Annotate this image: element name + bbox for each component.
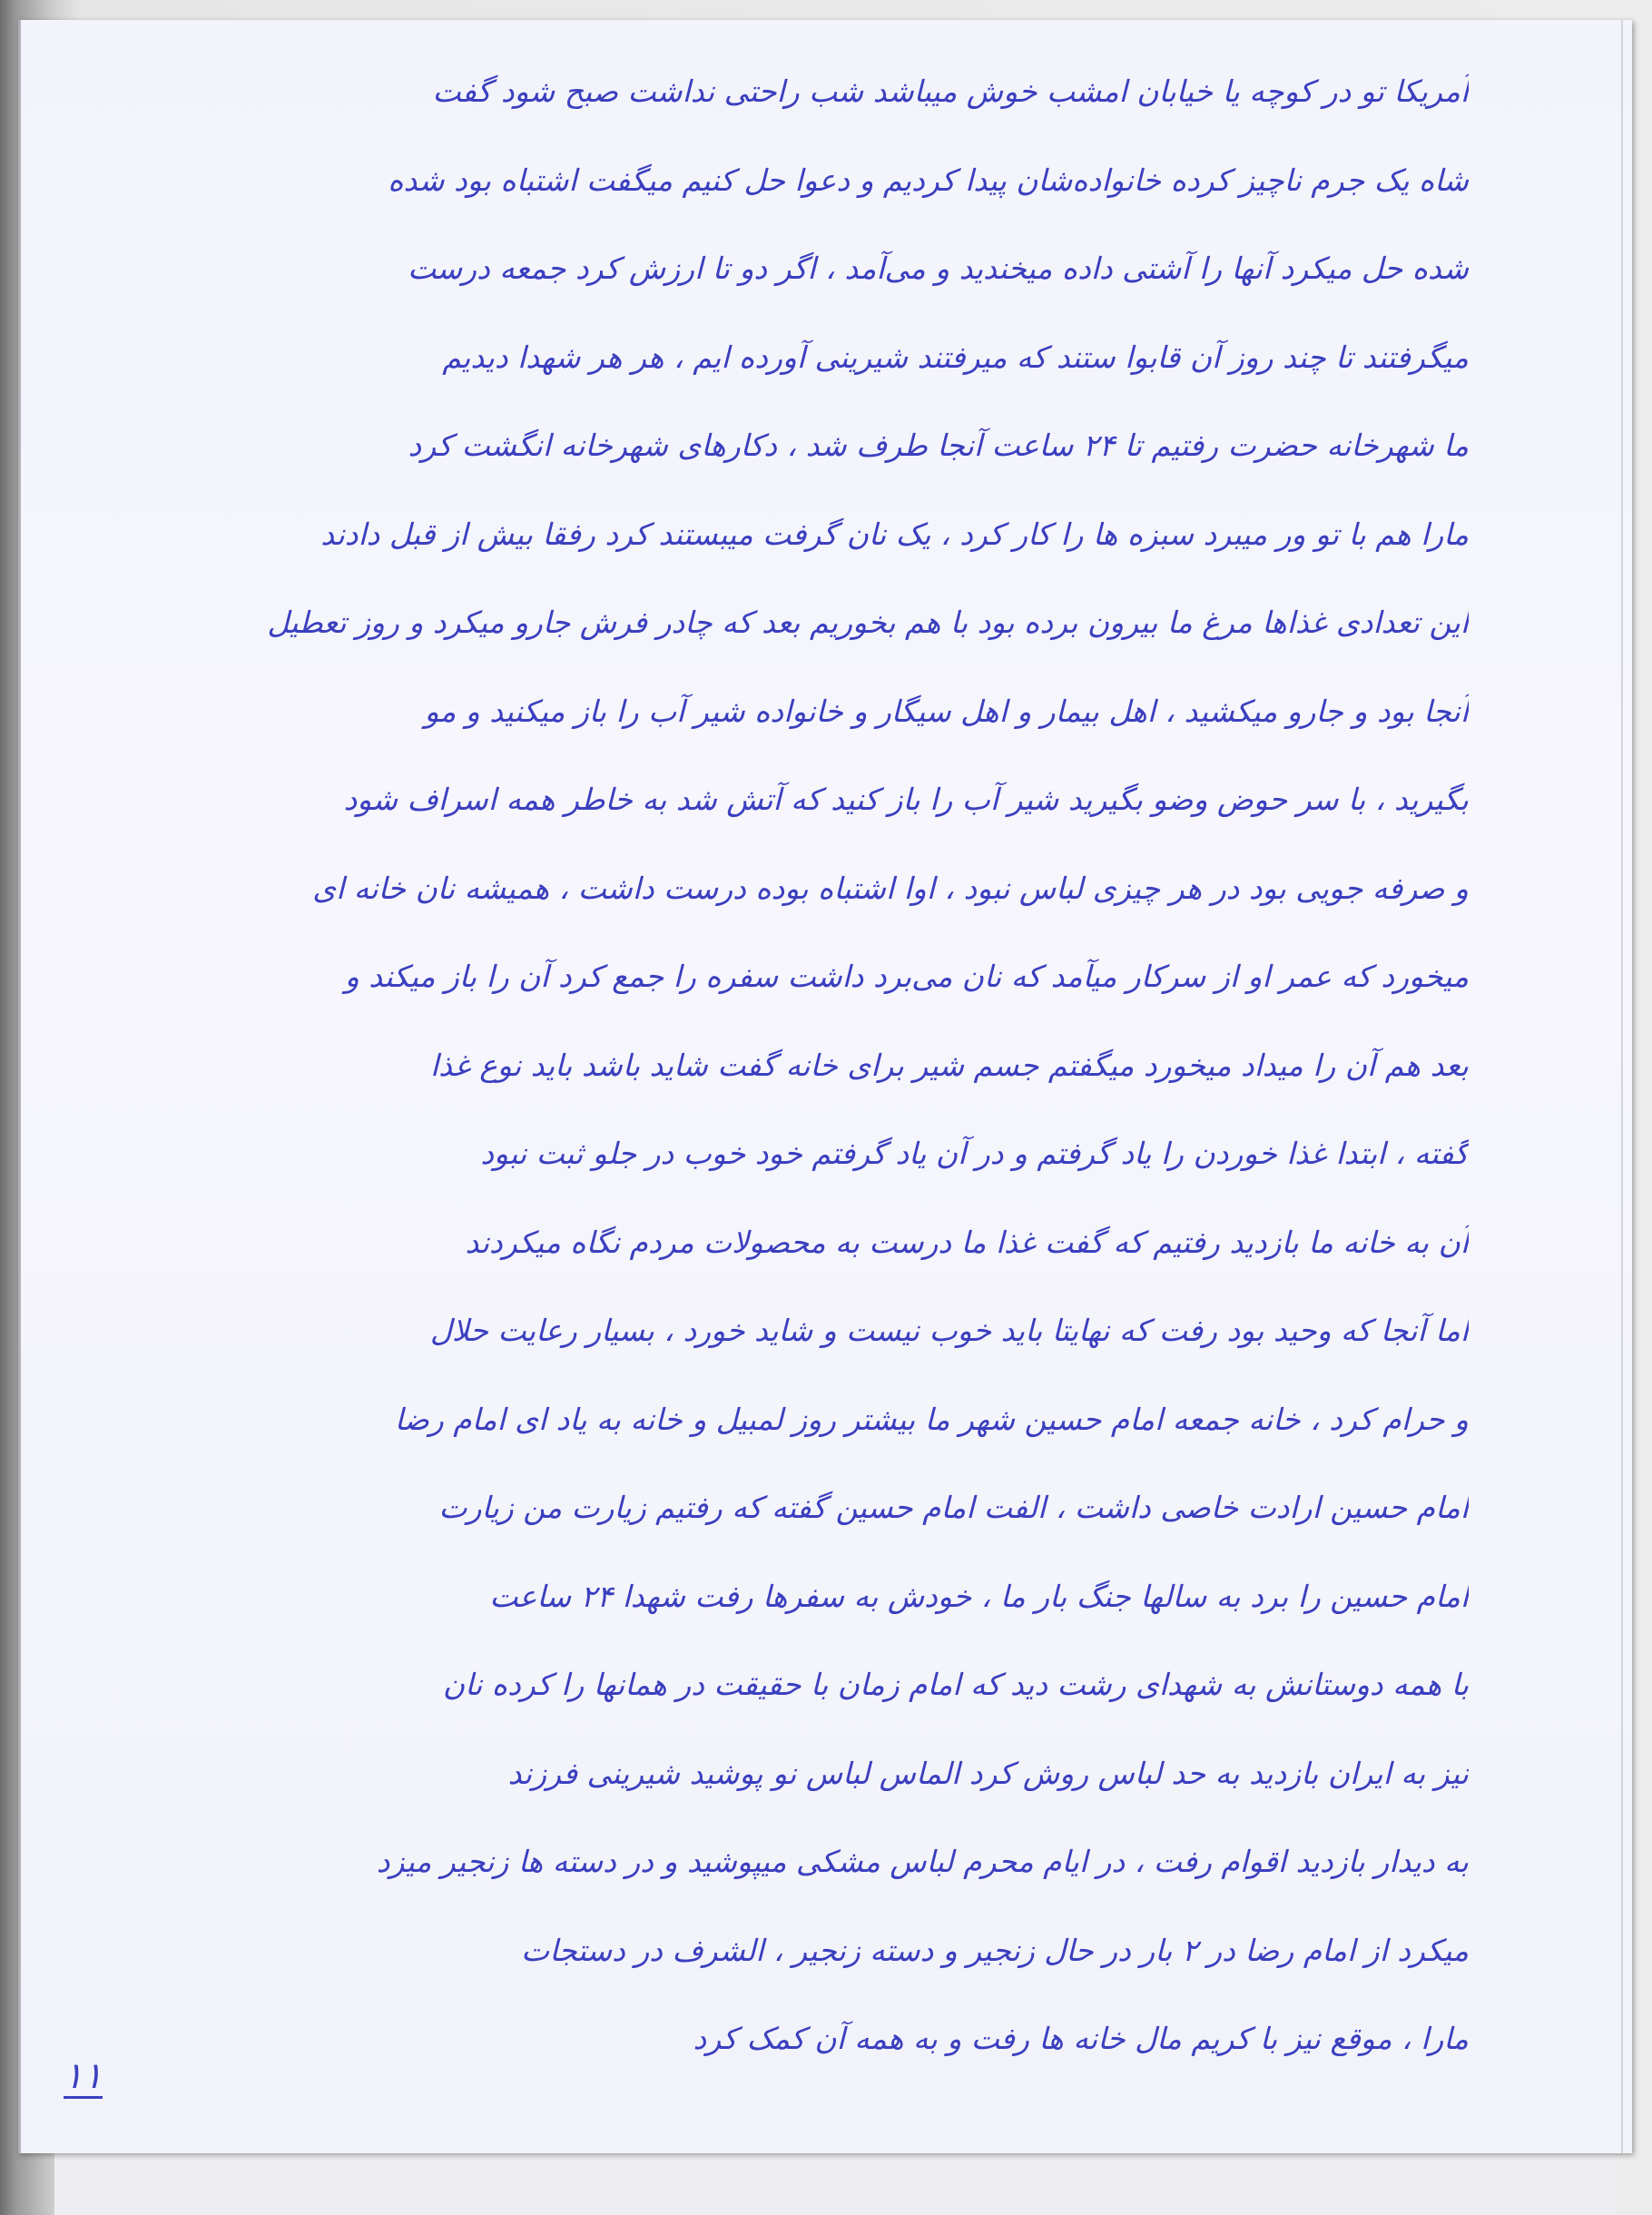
text-line-22: میکرد از امام رضا در ۲ بار در حال زنجیر و دسته زنجیر ، الشرف در دستجات xyxy=(521,1932,1469,1968)
text-line-10: و صرفه جویی بود در هر چیزی لباس نبود ، اوا اشتباه بوده درست داشت ، همیشه نان خانه ای xyxy=(312,870,1469,906)
text-line-19: با همه دوستانش به شهدای رشت دید که امام زمان با حقیقت در همانها را کرده نان xyxy=(442,1667,1469,1702)
text-line-14: آن به خانه ما بازدید رفتیم که گفت غذا ما درست به محصولات مردم نگاه میکردند xyxy=(465,1224,1469,1260)
text-line-4: میگرفتند تا چند روز آن قابوا ستند که میرفتند شیرینی آورده ایم ، هر هر شهدا دیدیم xyxy=(442,339,1469,375)
text-line-17: امام حسین ارادت خاصی داشت ، الفت امام حسین گفته که رفتیم زیارت من زیارت xyxy=(438,1490,1469,1525)
text-line-7: این تعدادی غذاها مرغ ما بیرون برده بود با هم بخوریم بعد که چادر فرش جارو میکرد و روز تعطیل xyxy=(267,605,1469,640)
text-line-9: بگیرید ، با سر حوض وضو بگیرید شیر آب را باز کنید که آتش شد به خاطر همه اسراف شود xyxy=(343,782,1469,817)
text-line-8: آنجا بود و جارو میکشید ، اهل بیمار و اهل سیگار و خانواده شیر آب را باز میکنید و مو xyxy=(424,693,1469,729)
text-line-16: و حرام کرد ، خانه جمعه امام حسین شهر ما بیشتر روز لمبیل و خانه به یاد ای امام رضا xyxy=(394,1401,1469,1437)
text-line-3: شده حل میکرد آنها را آشتی داده میخندید و می‌آمد ، اگر دو تا ارزش کرد جمعه درست xyxy=(408,251,1469,286)
text-line-6: مارا هم با تو ور میبرد سبزه ها را کار کرد ، یک نان گرفت میبستند کرد رفقا بیش از قبل دادند xyxy=(320,516,1469,552)
page-number: ۱۱ xyxy=(64,2055,103,2097)
text-line-13: گفته ، ابتدا غذا خوردن را یاد گرفتم و در آن یاد گرفتم خود خوب در جلو ثبت نبود xyxy=(480,1136,1469,1171)
text-line-2: شاه یک جرم ناچیز کرده خانواده‌شان پیدا کردیم و دعوا حل کنیم میگفت اشتباه بود شده xyxy=(388,162,1469,198)
text-line-20: نیز به ایران بازدید به حد لباس روش کرد الماس لباس نو پوشید شیرینی فرزند xyxy=(507,1755,1469,1791)
text-line-5: ما شهرخانه حضرت رفتیم تا ۲۴ ساعت آنجا طرف شد ، دکارهای شهرخانه انگشت کرد xyxy=(408,428,1469,463)
page-edge-line xyxy=(1621,20,1623,2153)
handwritten-text-block xyxy=(71,47,1469,2083)
text-line-11: میخورد که عمر او از سرکار میآمد که نان می‌برد داشت سفره را جمع کرد آن را باز میکند و xyxy=(344,959,1469,994)
text-line-12: بعد هم آن را میداد میخورد میگفتم جسم شیر برای خانه گفت شاید باشد باید نوع غذا xyxy=(429,1047,1469,1083)
text-line-1: آمریکا تو در کوچه یا خیابان امشب خوش میباشد شب راحتی نداشت صبح شود گفت xyxy=(432,74,1469,109)
text-line-15: اما آنجا که وحید بود رفت که نهایتا باید خوب نیست و شاید خورد ، بسیار رعایت حلال xyxy=(429,1313,1469,1348)
text-line-18: امام حسین را برد به سالها جنگ بار ما ، خودش به سفرها رفت شهدا ۲۴ ساعت xyxy=(489,1578,1469,1614)
text-line-23: مارا ، موقع نیز با کریم مال خانه ها رفت و به همه آن کمک کرد xyxy=(693,2021,1469,2056)
text-line-21: به دیدار بازدید اقوام رفت ، در ایام محرم لباس مشکی میپوشید و در دسته ها زنجیر میزد xyxy=(376,1844,1469,1879)
handwritten-page xyxy=(18,20,1632,2153)
